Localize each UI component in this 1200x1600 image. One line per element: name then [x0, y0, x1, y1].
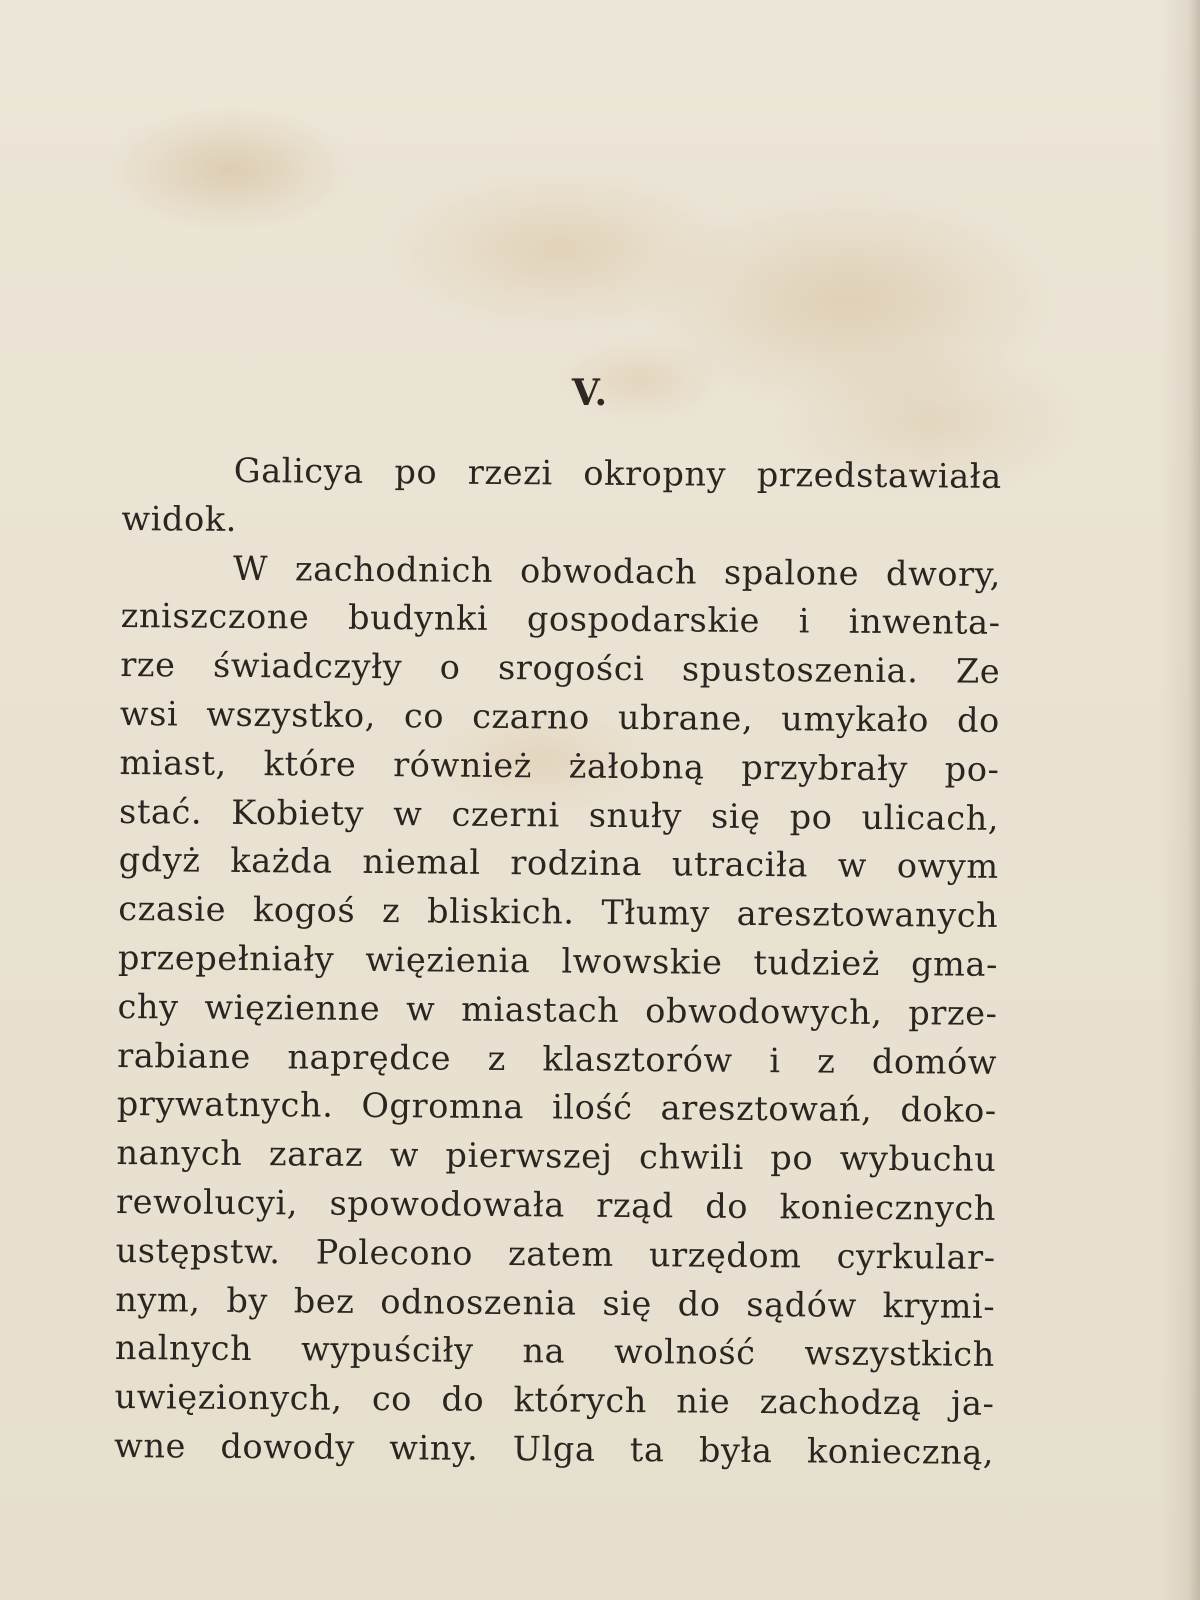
text-line: widok.: [121, 498, 238, 539]
text-line: nalnych wypuściły na wolność wszystkich: [114, 1328, 996, 1375]
text-line: zniszczone budynki gospodarskie i inwenta-: [120, 596, 1001, 643]
chapter-heading: V.: [571, 372, 609, 414]
paragraph-2: [114, 544, 1001, 1478]
text-line: Galicya po rzezi okropny przedstawiała: [233, 450, 1002, 496]
text-line: gdyż każda niemal rodzina utraciła w owym: [118, 840, 999, 887]
text-line: wsi wszystko, co czarno ubrane, umykało do: [119, 693, 1001, 740]
text-line: chy więzienne w miastach obwodowych, prze-: [117, 986, 998, 1033]
text-line: uwięzionych, co do których nie zachodzą ja-: [114, 1377, 995, 1424]
text-line: nym, by bez odnoszenia się do sądów krymi-: [115, 1279, 996, 1326]
text-line: nanych zaraz w pierwszej chwili po wybuchu: [116, 1133, 997, 1180]
body-text: [114, 446, 1002, 1478]
text-line: stać. Kobiety w czerni snuły się po ulicach,: [118, 791, 1000, 838]
text-line: przepełniały więzienia lwowskie tudzież gma-: [117, 937, 999, 984]
text-line: W zachodnich obwodach spalone dwory,: [232, 548, 1002, 594]
paragraph-1: [121, 446, 1002, 551]
text-line: miast, które również żałobną przybrały po-: [119, 742, 1000, 789]
text-line: ustępstw. Polecono zatem urzędom cyrkular-: [115, 1230, 996, 1277]
page-edge-shadow: [1160, 0, 1200, 1600]
text-line: rze świadczyły o srogości spustoszenia. Ze: [120, 645, 1001, 692]
text-line: rabiane naprędce z klasztorów i z domów: [117, 1035, 998, 1082]
text-line: wne dowody winy. Ulga ta była konieczną,: [113, 1425, 995, 1472]
text-line: czasie kogoś z bliskich. Tłumy aresztowanych: [118, 889, 999, 936]
text-line: rewolucyi, spowodowała rząd do koniecznych: [115, 1181, 997, 1228]
text-line: prywatnych. Ogromna ilość aresztowań, doko-: [116, 1084, 997, 1131]
